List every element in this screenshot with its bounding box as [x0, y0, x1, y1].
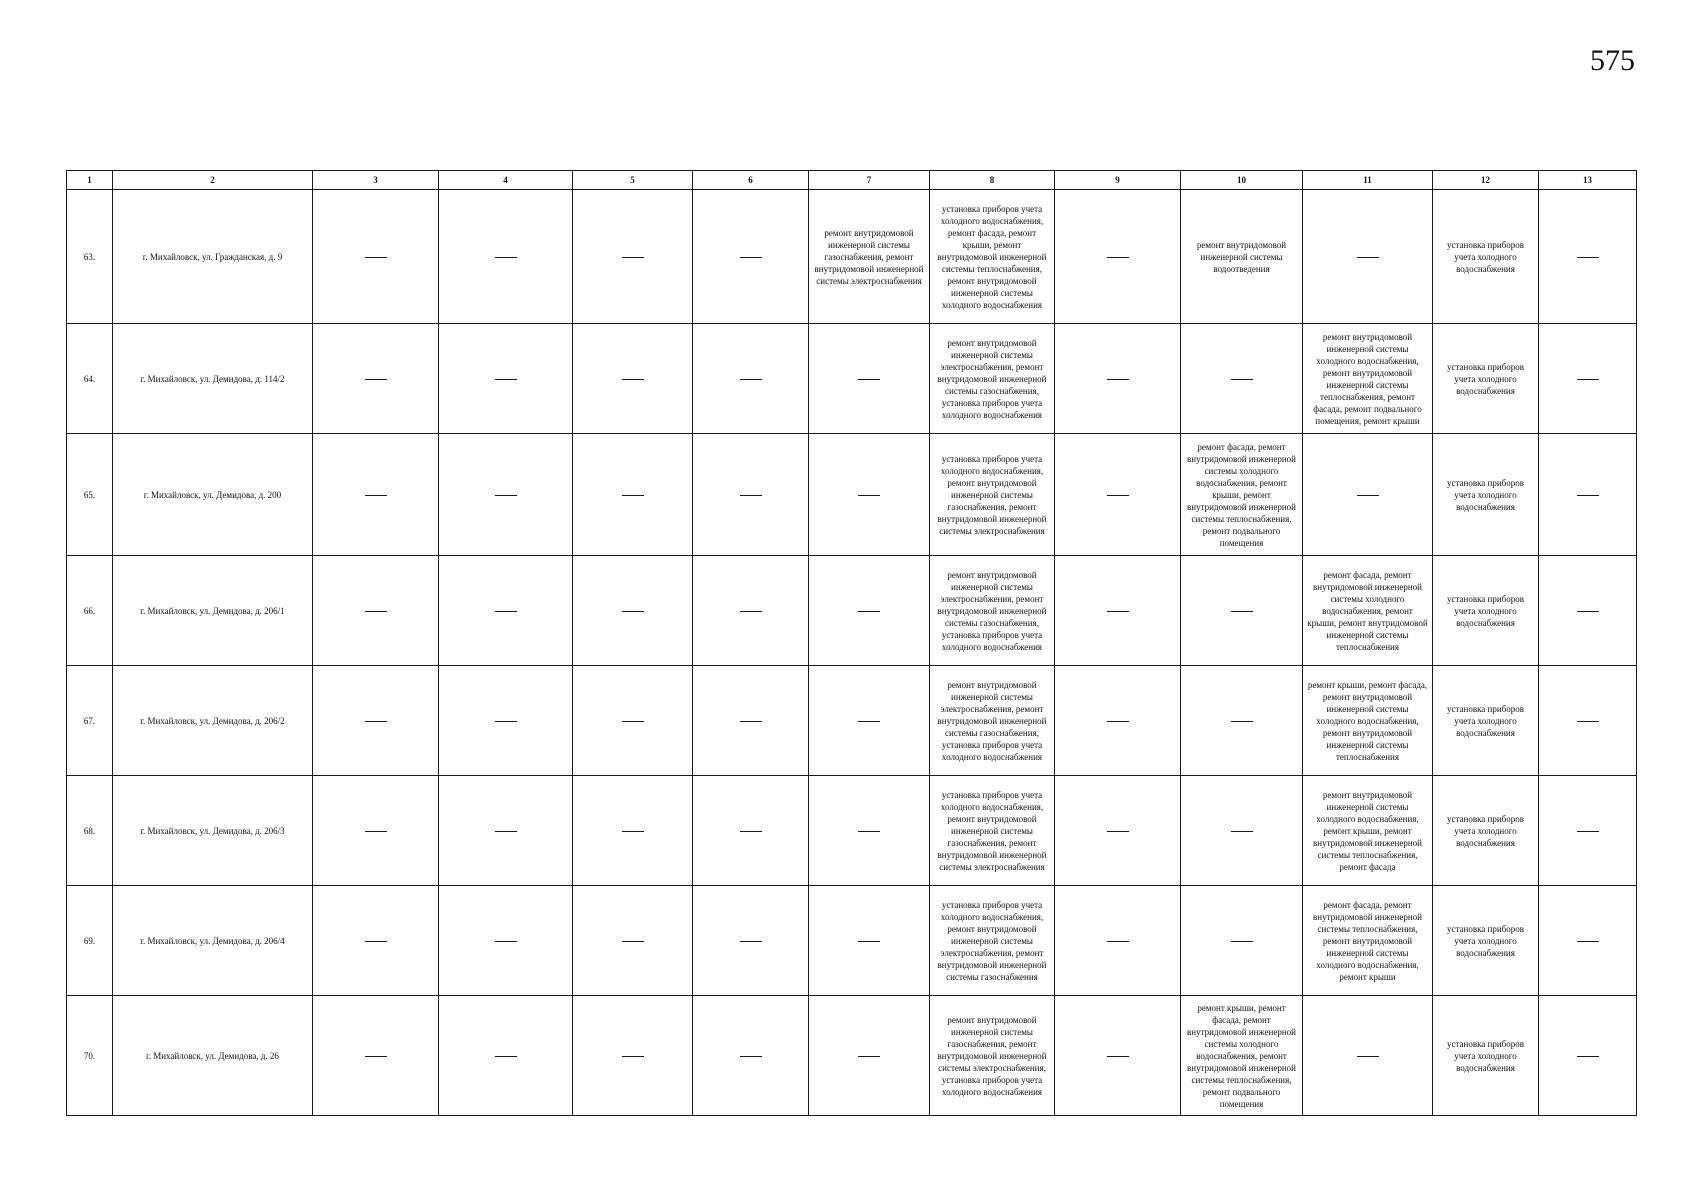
dash-mark [495, 831, 517, 832]
table-row [67, 434, 1637, 556]
empty-cell [313, 886, 439, 996]
empty-cell [809, 324, 930, 434]
dash-mark [740, 495, 762, 496]
empty-cell [693, 190, 809, 324]
work-text: ремонт фасада, ремонт внутридомовой инженерной системы теплоснабжения, ремонт внутридомовой инженерной системы холодного водоснабжения, ремонт крыши [1313, 899, 1422, 982]
column-number: 11 [1303, 171, 1433, 190]
empty-cell [439, 434, 573, 556]
work-text: установка приборов учета холодного водоснабжения [1446, 923, 1525, 958]
address-cell: г. Михайловск, ул. Гражданская, д. 9 [113, 190, 313, 324]
work-cell [1433, 190, 1539, 324]
empty-cell [439, 886, 573, 996]
empty-cell [693, 434, 809, 556]
empty-cell [1055, 996, 1181, 1116]
work-cell [1433, 324, 1539, 434]
dash-mark [1107, 831, 1129, 832]
empty-cell [809, 666, 930, 776]
dash-mark [365, 721, 387, 722]
row-number: 63. [67, 190, 113, 324]
work-cell [1303, 556, 1433, 666]
work-cell [1303, 776, 1433, 886]
dash-mark [1577, 611, 1599, 612]
dash-mark [495, 495, 517, 496]
empty-cell [573, 666, 693, 776]
empty-cell [313, 324, 439, 434]
work-text: установка приборов учета холодного водоснабжения [1446, 361, 1525, 396]
dash-mark [1231, 941, 1253, 942]
empty-cell [573, 776, 693, 886]
work-cell [930, 666, 1055, 776]
empty-cell [313, 666, 439, 776]
empty-cell [809, 996, 930, 1116]
empty-cell [439, 324, 573, 434]
dash-mark [858, 831, 880, 832]
dash-mark [1357, 257, 1379, 258]
work-text: установка приборов учета холодного водоснабжения, ремонт внутридомовой инженерной системы газоснабжения, ремонт внутридомовой инженерной системы электроснабжения [937, 453, 1047, 536]
dash-mark [495, 379, 517, 380]
empty-cell [809, 434, 930, 556]
empty-cell [313, 190, 439, 324]
work-cell [930, 556, 1055, 666]
dash-mark [1357, 495, 1379, 496]
address-cell: г. Михайловск, ул. Демидова, д. 206/2 [113, 666, 313, 776]
dash-mark [1107, 495, 1129, 496]
empty-cell [573, 434, 693, 556]
dash-mark [365, 1056, 387, 1057]
empty-cell [1181, 886, 1303, 996]
work-text: ремонт внутридомовой инженерной системы электроснабжения, ремонт внутридомовой инженерной системы газоснабжения, установка приборов учета холодного водоснабжения [937, 569, 1047, 652]
empty-cell [809, 556, 930, 666]
dash-mark [858, 611, 880, 612]
dash-mark [495, 941, 517, 942]
dash-mark [740, 379, 762, 380]
work-text: ремонт крыши, ремонт фасада, ремонт внутридомовой инженерной системы холодного водоснабжения, ремонт внутридомовой инженерной системы теплоснабжения, ремонт подвального помещения [1187, 1002, 1296, 1109]
empty-cell [1181, 324, 1303, 434]
dash-mark [495, 721, 517, 722]
work-cell [809, 190, 930, 324]
dash-mark [1107, 1056, 1129, 1057]
dash-mark [1107, 257, 1129, 258]
dash-mark [1231, 379, 1253, 380]
dash-mark [365, 611, 387, 612]
dash-mark [1577, 721, 1599, 722]
row-number: 70. [67, 996, 113, 1116]
table-row [67, 190, 1637, 324]
work-cell [1433, 776, 1539, 886]
work-text: установка приборов учета холодного водоснабжения [1446, 239, 1525, 274]
work-text: ремонт фасада, ремонт внутридомовой инженерной системы холодного водоснабжения, ремонт крыши, ремонт внутридомовой инженерной системы теплоснабжения, ремонт подвального помещения [1187, 441, 1296, 548]
work-text: ремонт внутридомовой инженерной системы холодного водоснабжения, ремонт внутридомовой инженерной системы теплоснабжения, ремонт фасада, ремонт подвального помещения, ремонт крыши [1313, 331, 1422, 426]
empty-cell [439, 190, 573, 324]
dash-mark [495, 257, 517, 258]
work-text: установка приборов учета холодного водоснабжения, ремонт внутридомовой инженерной системы электроснабжения, ремонт внутридомовой инженерной системы газоснабжения [937, 899, 1047, 982]
work-text: установка приборов учета холодного водоснабжения [1446, 703, 1525, 738]
row-number: 66. [67, 556, 113, 666]
work-text: ремонт внутридомовой инженерной системы электроснабжения, ремонт внутридомовой инженерной системы газоснабжения, установка приборов учета холодного водоснабжения [937, 679, 1047, 762]
table-row [67, 776, 1637, 886]
dash-mark [858, 721, 880, 722]
dash-mark [1577, 1056, 1599, 1057]
empty-cell [439, 996, 573, 1116]
dash-mark [365, 941, 387, 942]
column-number: 7 [809, 171, 930, 190]
dash-mark [622, 941, 644, 942]
dash-mark [1577, 257, 1599, 258]
column-number: 2 [113, 171, 313, 190]
work-cell [930, 776, 1055, 886]
dash-mark [365, 257, 387, 258]
address-cell: г. Михайловск, ул. Демидова, д. 206/3 [113, 776, 313, 886]
empty-cell [693, 666, 809, 776]
column-number: 9 [1055, 171, 1181, 190]
empty-cell [313, 434, 439, 556]
empty-cell [1303, 190, 1433, 324]
empty-cell [1181, 776, 1303, 886]
works-table [66, 170, 1637, 1116]
dash-mark [740, 941, 762, 942]
empty-cell [1055, 666, 1181, 776]
work-text: ремонт внутридомовой инженерной системы водоотведения [1196, 239, 1287, 274]
empty-cell [1539, 556, 1637, 666]
row-number: 67. [67, 666, 113, 776]
dash-mark [1231, 611, 1253, 612]
empty-cell [1055, 776, 1181, 886]
column-number: 6 [693, 171, 809, 190]
empty-cell [1055, 886, 1181, 996]
dash-mark [1577, 379, 1599, 380]
table-row [67, 556, 1637, 666]
dash-mark [622, 257, 644, 258]
dash-mark [495, 1056, 517, 1057]
empty-cell [573, 190, 693, 324]
table-row [67, 324, 1637, 434]
dash-mark [1577, 941, 1599, 942]
dash-mark [622, 721, 644, 722]
empty-cell [1055, 324, 1181, 434]
work-text: установка приборов учета холодного водоснабжения [1446, 813, 1525, 848]
column-number: 4 [439, 171, 573, 190]
empty-cell [1539, 324, 1637, 434]
dash-mark [740, 831, 762, 832]
address-cell: г. Михайловск, ул. Демидова, д. 114/2 [113, 324, 313, 434]
work-cell [1181, 996, 1303, 1116]
empty-cell [1539, 886, 1637, 996]
empty-cell [439, 556, 573, 666]
work-text: установка приборов учета холодного водоснабжения [1446, 593, 1525, 628]
empty-cell [1181, 556, 1303, 666]
work-text: установка приборов учета холодного водоснабжения, ремонт внутридомовой инженерной системы газоснабжения, ремонт внутридомовой инженерной системы электроснабжения [937, 789, 1047, 872]
empty-cell [439, 776, 573, 886]
dash-mark [1107, 941, 1129, 942]
work-text: ремонт внутридомовой инженерной системы электроснабжения, ремонт внутридомовой инженерной системы газоснабжения, установка приборов учета холодного водоснабжения [937, 337, 1047, 420]
dash-mark [1231, 831, 1253, 832]
empty-cell [573, 886, 693, 996]
empty-cell [1539, 434, 1637, 556]
work-cell [1433, 666, 1539, 776]
dash-mark [622, 831, 644, 832]
dash-mark [495, 611, 517, 612]
column-number: 5 [573, 171, 693, 190]
empty-cell [1539, 666, 1637, 776]
empty-cell [1181, 666, 1303, 776]
empty-cell [1055, 434, 1181, 556]
work-text: ремонт внутридомовой инженерной системы газоснабжения, ремонт внутридомовой инженерной системы электроснабжения [814, 227, 924, 286]
column-number: 10 [1181, 171, 1303, 190]
column-number: 8 [930, 171, 1055, 190]
dash-mark [622, 1056, 644, 1057]
work-cell [1433, 996, 1539, 1116]
empty-cell [1303, 434, 1433, 556]
empty-cell [573, 324, 693, 434]
work-cell [1181, 190, 1303, 324]
dash-mark [858, 495, 880, 496]
work-cell [930, 434, 1055, 556]
dash-mark [622, 611, 644, 612]
work-cell [930, 996, 1055, 1116]
row-number: 64. [67, 324, 113, 434]
dash-mark [1577, 831, 1599, 832]
work-text: установка приборов учета холодного водоснабжения, ремонт фасада, ремонт крыши, ремонт внутридомовой инженерной системы теплоснабжения, ремонт внутридомовой инженерной системы холодного водоснабжения [937, 203, 1047, 310]
dash-mark [365, 831, 387, 832]
empty-cell [1539, 776, 1637, 886]
empty-cell [1539, 996, 1637, 1116]
dash-mark [858, 941, 880, 942]
empty-cell [1055, 190, 1181, 324]
dash-mark [858, 1056, 880, 1057]
empty-cell [693, 996, 809, 1116]
empty-cell [573, 556, 693, 666]
address-cell: г. Михайловск, ул. Демидова, д. 200 [113, 434, 313, 556]
empty-cell [313, 996, 439, 1116]
dash-mark [1577, 495, 1599, 496]
dash-mark [1107, 611, 1129, 612]
work-cell [1303, 666, 1433, 776]
empty-cell [1055, 556, 1181, 666]
work-text: ремонт фасада, ремонт внутридомовой инженерной системы холодного водоснабжения, ремонт крыши, ремонт внутридомовой инженерной системы теплоснабжения [1307, 569, 1428, 652]
empty-cell [439, 666, 573, 776]
work-cell [1433, 886, 1539, 996]
dash-mark [622, 379, 644, 380]
header-row [67, 171, 1637, 190]
work-cell [1181, 434, 1303, 556]
table-body [67, 171, 1637, 1116]
table-row [67, 886, 1637, 996]
dash-mark [1357, 1056, 1379, 1057]
empty-cell [809, 886, 930, 996]
empty-cell [693, 776, 809, 886]
dash-mark [740, 611, 762, 612]
empty-cell [313, 556, 439, 666]
empty-cell [693, 324, 809, 434]
dash-mark [740, 257, 762, 258]
work-cell [930, 886, 1055, 996]
empty-cell [1539, 190, 1637, 324]
dash-mark [1107, 379, 1129, 380]
address-cell: г. Михайловск, ул. Демидова, д. 26 [113, 996, 313, 1116]
column-number: 12 [1433, 171, 1539, 190]
page-number: 575 [1590, 44, 1635, 77]
empty-cell [693, 556, 809, 666]
table-row [67, 996, 1637, 1116]
address-cell: г. Михайловск, ул. Демидова, д. 206/4 [113, 886, 313, 996]
work-cell [1303, 886, 1433, 996]
row-number: 69. [67, 886, 113, 996]
column-number: 1 [67, 171, 113, 190]
work-cell [930, 324, 1055, 434]
work-text: ремонт внутридомовой инженерной системы газоснабжения, ремонт внутридомовой инженерной системы электроснабжения, установка приборов учета холодного водоснабжения [937, 1014, 1047, 1097]
empty-cell [809, 776, 930, 886]
column-number: 13 [1539, 171, 1637, 190]
dash-mark [365, 379, 387, 380]
row-number: 65. [67, 434, 113, 556]
dash-mark [365, 495, 387, 496]
empty-cell [693, 886, 809, 996]
empty-cell [1303, 996, 1433, 1116]
dash-mark [1107, 721, 1129, 722]
work-text: установка приборов учета холодного водоснабжения [1446, 477, 1525, 512]
column-number: 3 [313, 171, 439, 190]
work-cell [930, 190, 1055, 324]
work-cell [1303, 324, 1433, 434]
empty-cell [313, 776, 439, 886]
dash-mark [1231, 721, 1253, 722]
row-number: 68. [67, 776, 113, 886]
work-text: ремонт крыши, ремонт фасада, ремонт внутридомовой инженерной системы холодного водоснабжения, ремонт внутридомовой инженерной системы теплоснабжения [1307, 679, 1428, 762]
work-cell [1433, 556, 1539, 666]
work-text: установка приборов учета холодного водоснабжения [1446, 1038, 1525, 1073]
empty-cell [573, 996, 693, 1116]
dash-mark [622, 495, 644, 496]
dash-mark [858, 379, 880, 380]
work-cell [1433, 434, 1539, 556]
dash-mark [740, 721, 762, 722]
table-row [67, 666, 1637, 776]
address-cell: г. Михайловск, ул. Демидова, д. 206/1 [113, 556, 313, 666]
work-text: ремонт внутридомовой инженерной системы холодного водоснабжения, ремонт крыши, ремонт внутридомовой инженерной системы теплоснабжения, ремонт фасада [1313, 789, 1422, 872]
dash-mark [740, 1056, 762, 1057]
